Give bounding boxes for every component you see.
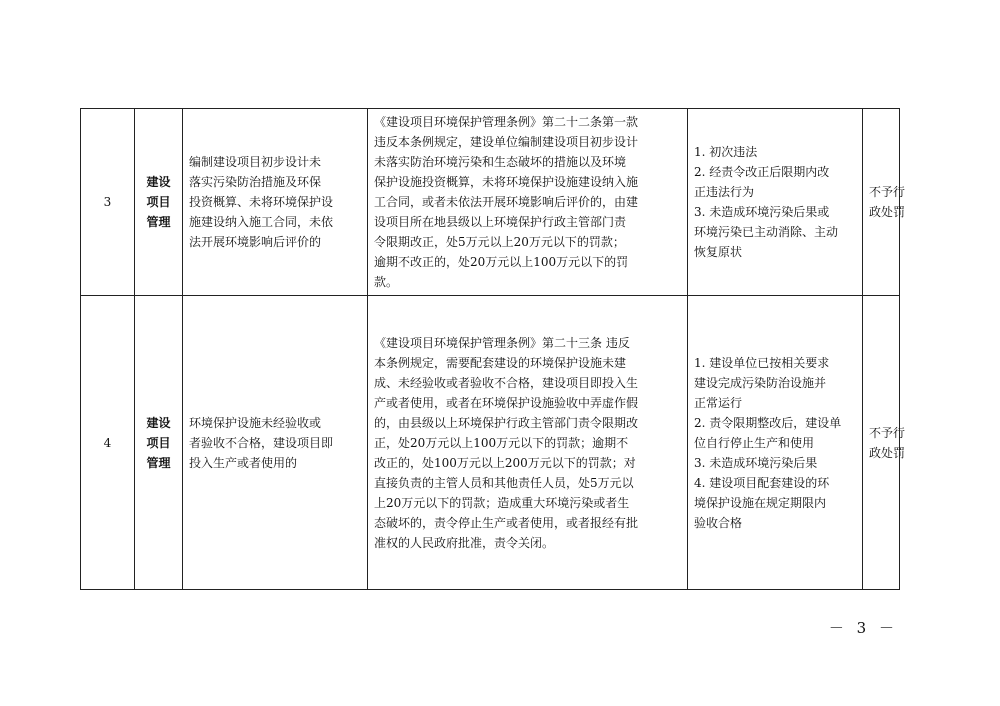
row-conditions: 1. 初次违法 2. 经责令改正后限期内改 正违法行为 3. 未造成环境污染后果或 环境污染已主动消除、主动 恢复原状	[688, 109, 863, 296]
row-number: 4	[81, 296, 135, 590]
row-category: 建设项目管理	[135, 296, 183, 590]
table-row	[81, 296, 900, 590]
row-conditions: 1. 建设单位已按相关要求 建设完成污染防治设施并 正常运行 2. 责令限期整改后，建设单 位自行停止生产和使用 3. 未造成环境污染后果 4. 建设项目配套建设的环 境保护设施在规定期限内 验收合格	[688, 296, 863, 590]
row-legal-basis: 《建设项目环境保护管理条例》第二十二条第一款 违反本条例规定，建设单位编制建设项目初步设计 未落实防治环境污染和生态破坏的措施以及环境 保护设施投资概算，未将环境保护设施建设纳入施 工合同，或者未依法开展环境影响后评价的，由建 设项目所在地县级以上环境保护行政主管部门责 令限期改正，处5万元以上20万元以下的罚款； 逾期不改正的，处20万元以上100万元以下的罚 款。	[368, 109, 688, 296]
row-result: 不予行 政处罚	[863, 109, 900, 296]
row-result: 不予行 政处罚	[863, 296, 900, 590]
row-number: 3	[81, 109, 135, 296]
row-legal-basis: 《建设项目环境保护管理条例》第二十三条 违反 本条例规定，需要配套建设的环境保护设施未建 成、未经验收或者验收不合格，建设项目即投入生 产或者使用，或者在环境保护设施验收中弄虚作假 的，由县级以上环境保护行政主管部门责令限期改 正，处20万元以上100万元以下的罚款；逾期不 改正的，处100万元以上200万元以下的罚款；对 直接负责的主管人员和其他责任人员，处5万元以 上20万元以下的罚款；造成重大环境污染或者生 态破坏的，责令停止生产或者使用，或者报经有批 准权的人民政府批准，责令关闭。	[368, 296, 688, 590]
penalty-table	[80, 108, 906, 590]
page-number: － 3 －	[828, 619, 898, 637]
row-category: 建设项目管理	[135, 109, 183, 296]
row-violation: 环境保护设施未经验收或 者验收不合格，建设项目即 投入生产或者使用的	[183, 296, 368, 590]
table-row	[81, 109, 900, 296]
row-violation: 编制建设项目初步设计未 落实污染防治措施及环保 投资概算、未将环境保护设 施建设纳入施工合同，未依 法开展环境影响后评价的	[183, 109, 368, 296]
